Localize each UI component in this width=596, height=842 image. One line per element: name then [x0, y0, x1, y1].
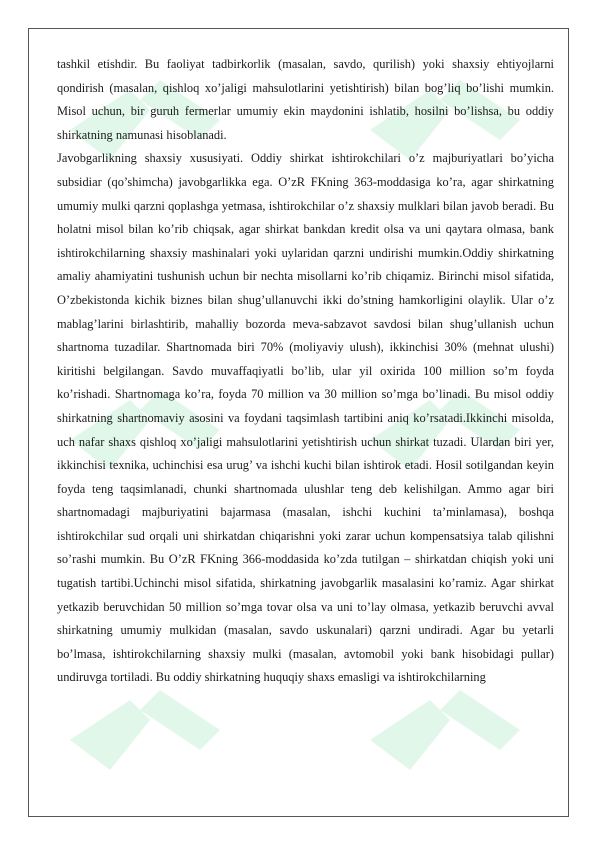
- document-body: [57, 53, 554, 690]
- paragraph: tashkil etishdir. Bu faoliyat tadbirkorlik (masalan, savdo, qurilish) yoki shaxsiy ehtiyojlarni qondirish (masalan, qishloq xo’jaligi mahsulotlarini yetishtirish) bilan bog’liq bo’lishi mumkin. Misol uchun, bir guruh fermerlar umumiy ekin maydonini ishlatib, hosilni bo’lishsa, bu oddiy shirkatning namunasi hisoblanadi.: [57, 57, 554, 142]
- paragraph: Javobgarlikning shaxsiy xususiyati. Oddiy shirkat ishtirokchilari o’z majburiyatlari bo’yicha subsidiar (qo’shimcha) javobgarlikka ega. O’zR FKning 363-moddasiga ko’ra, agar shirkatning umumiy mulki qarzni qoplashga yetmasa, ishtirokchilar o’z shaxsiy mulklari bilan javob beradi. Bu holatni misol bilan ko’rib chiqsak, agar shirkat bankdan kredit olsa va uni qaytara olmasa, bank ishtirokchilarning shaxsiy mashinalari yoki uylaridan qarzni undirishi mumkin.Oddiy shirkatning amaliy ahamiyatini tushunish uchun bir nechta misollarni ko’rib chiqamiz. Birinchi misol sifatida, O’zbekistonda kichik biznes bilan shug’ullanuvchi ikki do’stning hamkorligini olaylik. Ular o’z mablag’larini birlashtirib, mahalliy bozorda meva-sabzavot savdosi bilan shug’ullanish uchun shartnoma tuzadilar. Shartnomada biri 70% (moliyaviy ulush), ikkinchisi 30% (mehnat ulushi) kiritishi belgilangan. Savdo muvaffaqiyatli bo’lib, ular yil oxirida 100 million so’m foyda ko’rishadi. Shartnomaga ko’ra, foyda 70 million va 30 million so’mga bo’linadi. Bu misol oddiy shirkatning shartnomaviy asosini va foydani taqsimlash tartibini aniq ko’rsatadi.Ikkinchi misolda, uch nafar shaxs qishloq xo’jaligi mahsulotlarini yetishtirish uchun shirkat tuzadi. Ulardan biri yer, ikkinchisi texnika, uchinchisi esa urug’ va ishchi kuchi bilan ishtirok etadi. Hosil sotilgandan keyin foyda teng taqsimlanadi, chunki shartnomada ulushlar teng deb kelishilgan. Ammo agar biri shartnomadagi majburiyatini bajarmasa (masalan, ishchi kuchini ta’minlamasa), boshqa ishtirokchilar sud orqali uni shirkatdan chiqarishni yoki zarar uchun kompensatsiya talab qilishni so’rashi mumkin. Bu O’zR FKning 366-moddasida ko’zda tutilgan – shirkatdan chiqish yoki uni tugatish tartibi.Uchinchi misol sifatida, shirkatning javobgarlik masalasini ko’ramiz. Agar shirkat yetkazib beruvchidan 50 million so’mga tovar olsa va uni to’lay olmasa, yetkazib beruvchi avval shirkatning umumiy mulkidan (masalan, savdo uskunalari) qarzni undiradi. Agar bu yetarli bo’lmasa, ishtirokchilarning shaxsiy mulki (masalan, avtomobil yoki bank hisobidagi pullar) undiruvga tortiladi. Bu oddiy shirkatning huquqiy shaxs emasligi va ishtirokchilarning: [57, 151, 554, 685]
